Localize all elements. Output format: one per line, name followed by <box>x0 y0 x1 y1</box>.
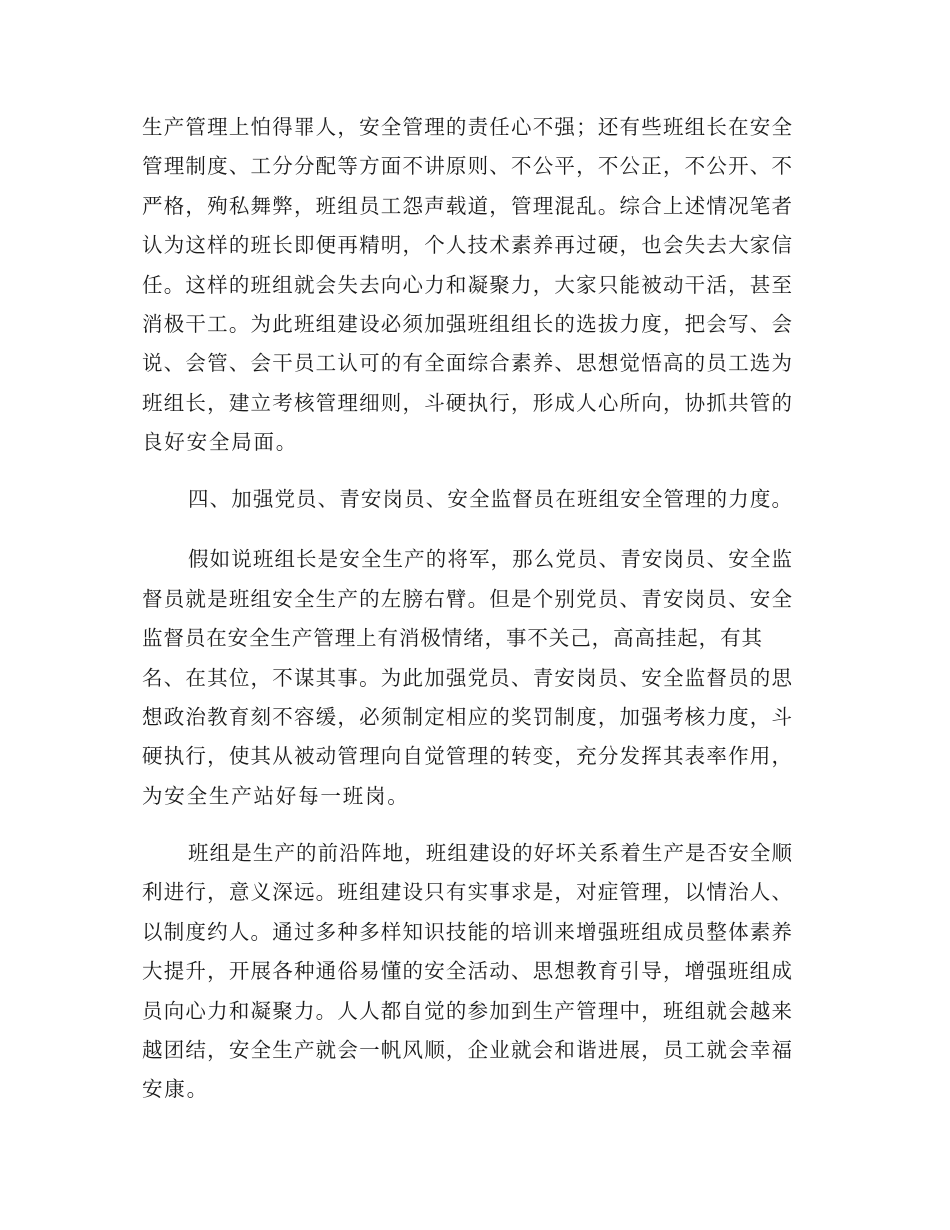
text-line: 员向心力和凝聚力。人人都自觉的参加到生产管理中，班组就会越来 <box>142 999 792 1023</box>
section-heading: 四、加强党员、青安岗员、安全监督员在班组安全管理的力度。 <box>188 487 792 511</box>
text-line: 以制度约人。通过多种多样知识技能的培训来增强班组成员整体素养 <box>142 920 792 944</box>
text-line: 为安全生产站好每一班岗。 <box>142 784 410 808</box>
text-line: 认为这样的班长即便再精明，个人技术素养再过硬，也会失去大家信 <box>142 233 792 257</box>
text-line: 良好安全局面。 <box>142 430 299 454</box>
text-line: 利进行，意义深远。班组建设只有实事求是，对症管理，以情治人、 <box>142 880 792 904</box>
text-line: 安康。 <box>142 1077 209 1101</box>
text-line: 越团结，安全生产就会一帆风顺，企业就会和谐进展，员工就会幸福 <box>142 1038 792 1062</box>
text-line: 监督员在安全生产管理上有消极情绪，事不关己，高高挂起，有其 <box>142 626 762 650</box>
text-line: 生产管理上怕得罪人，安全管理的责任心不强；还有些班组长在安全 <box>142 115 792 139</box>
text-line: 班组是生产的前沿阵地，班组建设的好坏关系着生产是否安全顺 <box>188 841 792 865</box>
text-line: 想政治教育刻不容缓，必须制定相应的奖罚制度，加强考核力度，斗 <box>142 705 792 729</box>
text-line: 消极干工。为此班组建设必须加强班组组长的选拔力度，把会写、会 <box>142 312 792 336</box>
text-line: 任。这样的班组就会失去向心力和凝聚力，大家只能被动干活，甚至 <box>142 273 792 297</box>
text-line: 硬执行，使其从被动管理向自觉管理的转变，充分发挥其表率作用， <box>142 744 792 768</box>
text-line: 严格，殉私舞弊，班组员工怨声载道，管理混乱。综合上述情况笔者 <box>142 194 792 218</box>
text-line: 班组长，建立考核管理细则，斗硬执行，形成人心所向，协抓共管的 <box>142 391 792 415</box>
text-line: 说、会管、会干员工认可的有全面综合素养、思想觉悟高的员工选为 <box>142 351 792 375</box>
text-line: 督员就是班组安全生产的左膀右臂。但是个别党员、青安岗员、安全 <box>142 587 792 611</box>
text-line: 大提升，开展各种通俗易懂的安全活动、思想教育引导，增强班组成 <box>142 959 792 983</box>
text-line: 假如说班组长是安全生产的将军，那么党员、青安岗员、安全监 <box>188 547 792 571</box>
text-line: 管理制度、工分分配等方面不讲原则、不公平，不公正，不公开、不 <box>142 154 792 178</box>
text-line: 名、在其位，不谋其事。为此加强党员、青安岗员、安全监督员的思 <box>142 666 792 690</box>
